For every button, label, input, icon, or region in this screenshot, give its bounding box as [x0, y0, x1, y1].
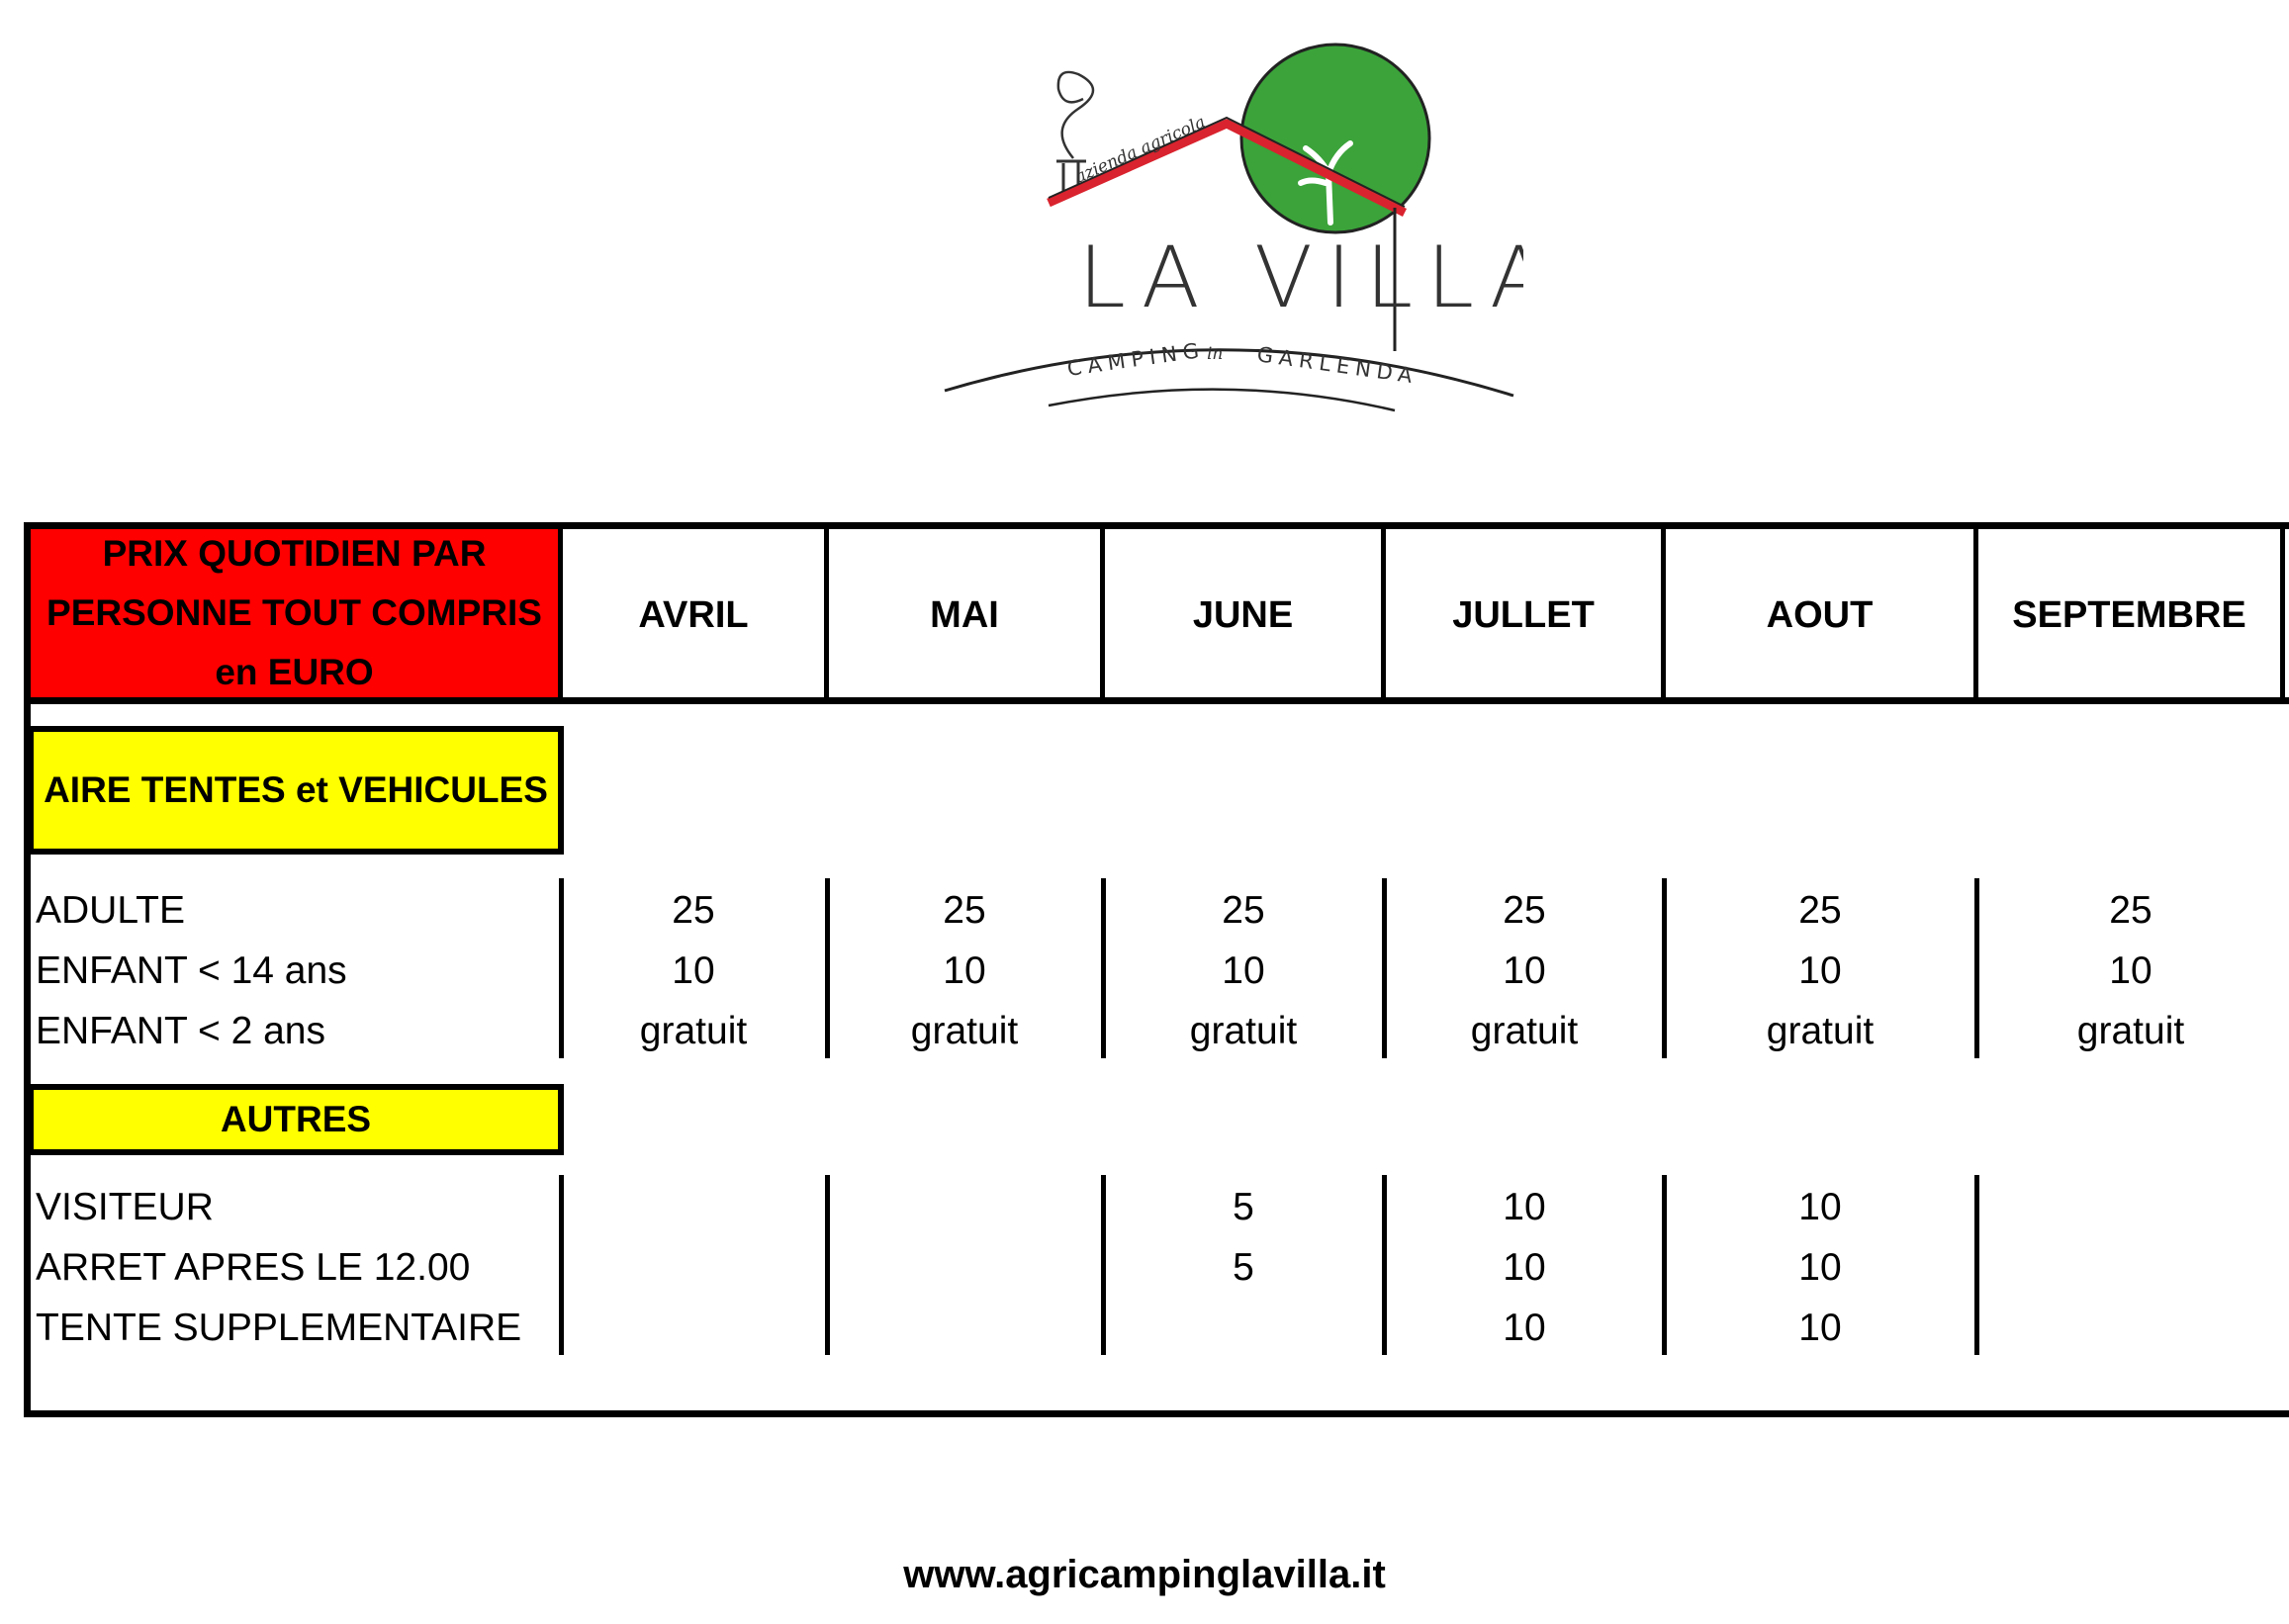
- col-divider: [1974, 878, 1979, 1058]
- price-cell: 25: [1222, 889, 1265, 932]
- price-cell: gratuit: [1470, 1010, 1579, 1052]
- col-divider: [1662, 878, 1667, 1058]
- price-cell: gratuit: [2076, 1010, 2185, 1052]
- price-cell: 10: [1798, 1307, 1842, 1349]
- price-cell: 10: [943, 949, 986, 992]
- la-villa-logo-graphic: [930, 35, 1523, 420]
- col-divider: [1101, 878, 1106, 1058]
- row-label-visiteur: VISITEUR: [36, 1186, 214, 1228]
- col-divider: [1662, 1175, 1667, 1355]
- price-cell: gratuit: [639, 1010, 748, 1052]
- col-divider: [559, 878, 564, 1058]
- row-label-adulte: ADULTE: [36, 889, 185, 932]
- col-divider: [1974, 1175, 1979, 1355]
- month-header-mai: MAI: [930, 594, 999, 636]
- price-cell: 25: [943, 889, 986, 932]
- row-label-enfant-2: ENFANT < 2 ans: [36, 1010, 325, 1052]
- price-cell: 10: [1798, 1246, 1842, 1289]
- header-corner-cell: PRIX QUOTIDIEN PAR PERSONNE TOUT COMPRIS en EURO: [31, 529, 558, 697]
- month-header-june: JUNE: [1192, 594, 1294, 636]
- section-title-tentes: AIRE TENTES et VEHICULES: [28, 726, 564, 855]
- row-label-arret: ARRET APRES LE 12.00: [36, 1246, 471, 1289]
- website-url[interactable]: www.agricampinglavilla.it: [903, 1553, 1386, 1596]
- price-cell: 25: [1798, 889, 1842, 932]
- month-header-avril: AVRIL: [638, 594, 749, 636]
- section-title-autres: AUTRES: [28, 1084, 564, 1155]
- price-cell: gratuit: [1766, 1010, 1875, 1052]
- logo-arc-right: GARLENDA: [1255, 342, 1420, 389]
- logo-title: LA VILLA: [1078, 228, 1523, 327]
- col-divider: [1382, 1175, 1387, 1355]
- price-cell: 25: [2109, 889, 2152, 932]
- price-cell: 10: [1503, 1246, 1546, 1289]
- logo: [930, 35, 1523, 420]
- col-divider: [2280, 522, 2285, 702]
- roof-text: azienda agricola: [1071, 112, 1209, 188]
- price-cell: 10: [1503, 949, 1546, 992]
- price-cell: 5: [1233, 1246, 1254, 1289]
- col-divider: [825, 1175, 830, 1355]
- price-cell: 10: [1798, 1186, 1842, 1228]
- col-divider: [1101, 1175, 1106, 1355]
- col-divider: [825, 878, 830, 1058]
- price-cell: gratuit: [910, 1010, 1019, 1052]
- month-header-septembre: SEPTEMBRE: [2012, 594, 2246, 636]
- price-cell: 25: [1503, 889, 1546, 932]
- price-cell: 5: [1233, 1186, 1254, 1228]
- logo-arc-left: CAMPING: [1065, 337, 1207, 381]
- price-cell: 10: [1798, 949, 1842, 992]
- price-cell: 25: [672, 889, 715, 932]
- row-label-enfant-14: ENFANT < 14 ans: [36, 949, 347, 992]
- month-header-jullet: JULLET: [1452, 594, 1595, 636]
- price-cell: gratuit: [1189, 1010, 1298, 1052]
- price-cell: 10: [1503, 1307, 1546, 1349]
- logo-arc-mid: in: [1207, 344, 1224, 364]
- month-header-aout: AOUT: [1766, 594, 1874, 636]
- col-divider: [559, 1175, 564, 1355]
- price-cell: 10: [672, 949, 715, 992]
- price-cell: 10: [1503, 1186, 1546, 1228]
- row-label-tente-supp: TENTE SUPPLEMENTAIRE: [36, 1307, 522, 1349]
- price-cell: 10: [1222, 949, 1265, 992]
- price-cell: 10: [2109, 949, 2152, 992]
- col-divider: [1382, 878, 1387, 1058]
